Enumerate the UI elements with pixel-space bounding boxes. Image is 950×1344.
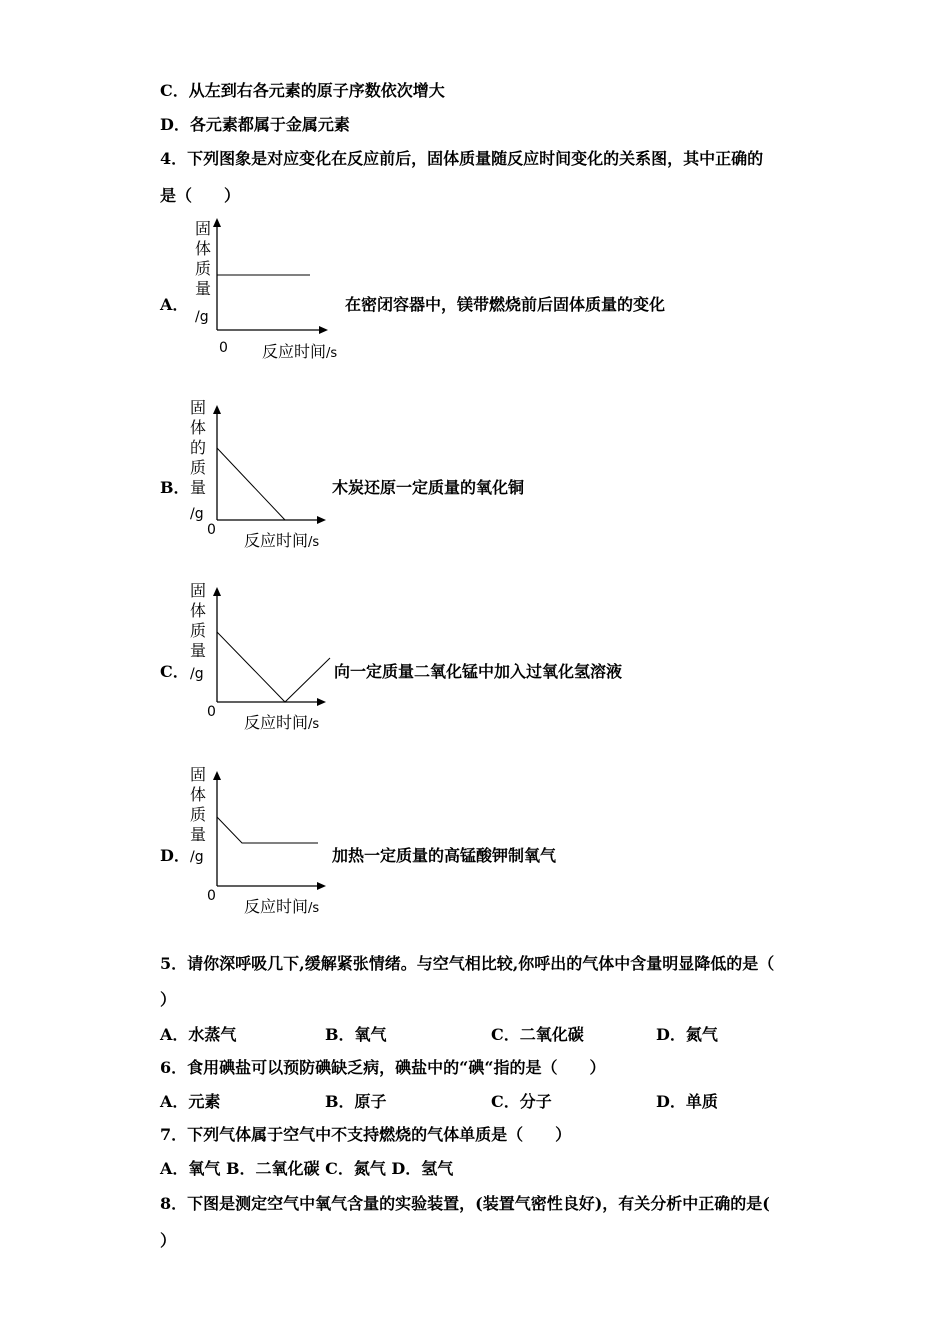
q4-stem-line2: 是（ ） <box>160 186 241 205</box>
q3-option-c: C．从左到右各元素的原子序数依次增大 <box>160 81 445 100</box>
x-axis-label: 反应时间/s <box>262 342 338 361</box>
q3-option-d: D．各元素都属于金属元素 <box>160 115 350 134</box>
q6-option-a: A．元素 <box>160 1092 221 1111</box>
q4-graph-c <box>185 578 345 733</box>
graph-c-curve <box>217 632 330 702</box>
q4-graph-a-letter: A． <box>160 295 189 314</box>
x-axis-label: 反应时间/s <box>244 713 320 732</box>
q4-graph-b <box>185 396 345 551</box>
q4-graph-b-desc: 木炭还原一定质量的氧化铜 <box>332 478 525 497</box>
q4-graph-c-desc: 向一定质量二氧化锰中加入过氧化氢溶液 <box>334 662 623 681</box>
graph-b-curve <box>217 448 285 520</box>
y-axis-label: 固 体 质 量 <box>189 765 206 844</box>
x-axis-label: 反应时间/s <box>244 897 320 916</box>
q7-options: A．氧气 B．二氧化碳 C．氮气 D．氢气 <box>160 1159 454 1178</box>
q5-stem-line1: 5．请你深呼吸几下,缓解紧张情绪。与空气相比较,你呼出的气体中含量明显降低的是（ <box>160 954 775 973</box>
y-axis-label: 固 体 的 质 量 <box>189 398 206 497</box>
q5-option-a: A．水蒸气 <box>160 1025 237 1044</box>
y-axis-unit: /g <box>190 666 204 682</box>
x-axis-label: 反应时间/s <box>244 531 320 550</box>
q8-stem-line2: ） <box>160 1231 177 1250</box>
q5-option-d: D．氮气 <box>656 1025 718 1044</box>
q5-stem-line2: ） <box>160 990 177 1009</box>
q4-graph-a-desc: 在密闭容器中，镁带燃烧前后固体质量的变化 <box>345 295 666 314</box>
q4-graph-d-desc: 加热一定质量的高锰酸钾制氧气 <box>332 846 557 865</box>
q7-stem: 7．下列气体属于空气中不支持燃烧的气体单质是（ ） <box>160 1125 572 1144</box>
q4-graph-c-letter: C． <box>160 662 189 681</box>
q4-graph-d-letter: D． <box>160 846 190 865</box>
q5-option-c: C．二氧化碳 <box>491 1025 584 1044</box>
y-axis-label: 固 体 质 量 <box>189 581 206 660</box>
q4-stem-line1: 4．下列图象是对应变化在反应前后，固体质量随反应时间变化的关系图，其中正确的 <box>160 149 764 168</box>
y-axis-unit: /g <box>190 506 204 522</box>
q6-option-c: C．分子 <box>491 1092 552 1111</box>
origin-label: 0 <box>207 888 216 904</box>
origin-label: 0 <box>207 704 216 720</box>
q4-graph-d <box>185 762 345 917</box>
q6-option-d: D．单质 <box>656 1092 718 1111</box>
q6-stem: 6．食用碘盐可以预防碘缺乏病，碘盐中的“碘“指的是（ ） <box>160 1058 606 1077</box>
origin-label: 0 <box>207 522 216 538</box>
q8-stem-line1: 8．下图是测定空气中氧气含量的实验装置，(装置气密性良好)，有关分析中正确的是( <box>160 1194 770 1213</box>
y-axis-label: 固 体 质 量 <box>194 219 211 298</box>
q5-option-b: B．氧气 <box>325 1025 387 1044</box>
q6-option-b: B．原子 <box>325 1092 387 1111</box>
y-axis-unit: /g <box>195 309 209 325</box>
y-axis-unit: /g <box>190 849 204 865</box>
q4-graph-a <box>185 215 345 365</box>
graph-d-curve <box>217 817 318 843</box>
origin-label: 0 <box>219 340 228 356</box>
q4-graph-b-letter: B． <box>160 478 190 497</box>
